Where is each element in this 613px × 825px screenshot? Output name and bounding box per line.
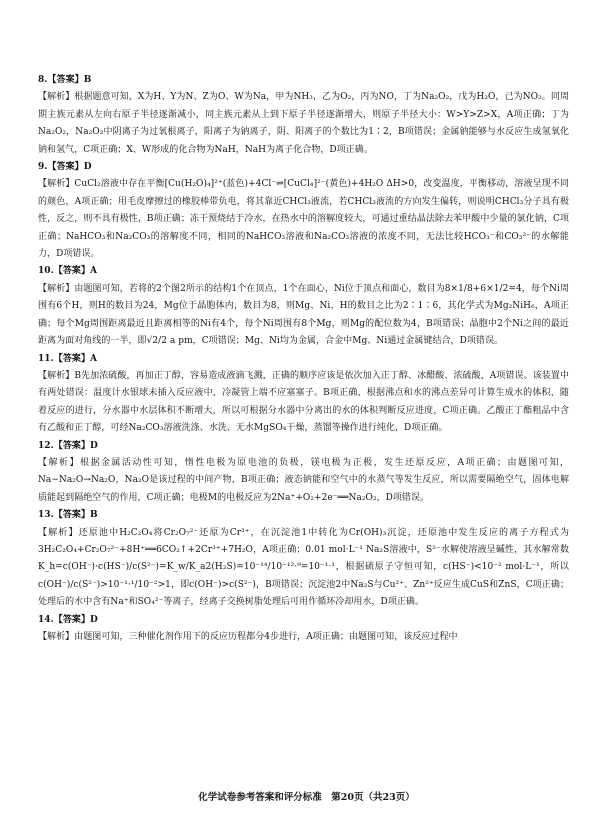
question-10 [38,263,569,350]
analysis-text: 【解析】由题图可知，三种催化剂作用下的反应历程都分4步进行，A项正确；由题图可知，该反应过程中 [38,632,458,642]
analysis-text: 【解析】还原池中H₂C₂O₄将Cr₂O₇²⁻还原为Cr³⁺，在沉淀池1中转化为Cr(OH)₃沉淀，还原池中发生反应的离子方程式为3H₂C₂O₄+Cr₂O₇²⁻+8H⁺══6CO₂↑+2Cr³⁺+7H₂O，A项正确；0.01 mol·L⁻¹ Na₂S溶液中，S²⁻水解使溶液呈碱性，其水解常数K_h=c(OH⁻)·c(HS⁻)/c(S²⁻)=K_w/K_a2(H₂S)=10⁻¹⁴/10⁻¹²·⁹=10⁻¹·¹，根据硫原子守恒可知，c(HS⁻)<10⁻² mol·L⁻¹，所以c(OH⁻)/c(S²⁻)>10⁻¹·¹/10⁻²>1，即c(OH⁻)>c(S²⁻)，B项错误；沉淀池2中Na₂S与Cu²⁺、Zn²⁺反应生成CuS和ZnS，C项正确；处理后的水中含有Na⁺和SO₄²⁻等离子，经离子交换树脂处理后可用作循环冷却用水，D项正确。 [38,527,569,608]
analysis-text: 【解析】根据金属活动性可知，惰性电极为原电池的负极，镁电极为正极，发生还原反应，A项正确；由题图可知，Na−Na₂O→Na₂O，Na₂O是该过程的中间产物，B项正确；液态钠能和空气中的水蒸气等发生反应，所以需要隔绝空气，固体电解质能起到隔绝空气的作用，C项正确；电极M的电极反应为2Na⁺+O₂+2e⁻══Na₂O₂，D项错误。 [38,457,569,503]
answer-header: 10.【答案】A [38,266,98,277]
page-footer: 化学试卷参考答案和评分标准 第20页（共23页） [198,792,415,803]
answer-header: 11.【答案】A [38,353,98,364]
question-11 [38,351,569,438]
analysis-text: 【解析】由题图可知，若将的2个图2所示的结构1个在顶点，1个在面心，Ni位于顶点和面心，数目为8×1/8+6×1/2=4，每个Ni周围有6个H，则H的数目为24，Mg位于晶胞体内，数目为8，则Mg、Ni、H的数目之比为2∶1∶6，其化学式为Mg₂NiH₆，A项正确；每个Mg周围距离最近且距离相等的Ni有4个，每个Ni周围有8个Mg，则Mg的配位数为4，B项错误；晶胞中2个Ni之间的最近距离为面对角线的一半，即√2/2 a pm，C项错误；Mg、Ni均为金属，合金中Mg、Ni通过金属键结合，D项错误。 [38,283,569,347]
answer-header: 12.【答案】D [38,440,98,451]
analysis-text: 【解析】CuCl₂溶液中存在平衡[Cu(H₂O)₄]²⁺(蓝色)+4Cl⁻⇌[CuCl₄]²⁻(黄色)+4H₂O ΔH>0，改变温度，平衡移动，溶液呈现不同的颜色，A项正确；用毛皮摩擦过的橡胶棒带负电，将其靠近CHCl₃液流，若CHCl₃液流的方向发生偏转，则说明CHCl₃分子具有极性，反之，则不具有极性，B项正确；冻干预烧结于冷水，在热水中的溶解度较大，可通过重结晶法除去苯甲酸中少量的氯化钠，C项正确；NaHCO₃和Na₂CO₃的溶解度不同，相同的NaHCO₃溶液和Na₂CO₃溶液的浓度不同，无法比较HCO₃⁻和CO₃²⁻的水解能力，D项错误。 [38,179,569,260]
question-8 [38,72,569,159]
analysis-text: 【解析】B先加浓硫酸，再加正丁醇，容易造成液滴飞溅，正确的顺序应该是依次加入正丁醇、冰醋酸、浓硫酸，A项错误。该装置中有两处错误：温度计水银球未插入反应液中，冷凝管上端不应塞塞子。B项正确，根据沸点和水的沸点差异可计算生成水的体积，随着反应的进行，分水器中水层体积不断增大，所以可根据分水器中分离出的水的体积判断反应进度，C项正确。乙酸正丁酯粗品中含有乙酸和正丁醇，可经Na₂CO₃溶液洗涤、水洗、无水MgSO₄干燥，蒸馏等操作进行纯化，D项正确。 [38,370,569,434]
answer-header: 14.【答案】D [38,614,98,625]
answer-header: 13.【答案】B [38,510,98,521]
analysis-text: 【解析】根据题意可知，X为H、Y为N、Z为O、W为Na，甲为NH₃，乙为O₂，丙为NO，丁为Na₂O₂，戊为H₂O，己为NO₂。同周期主族元素从左向右原子半径逐渐减小，同主族元素从上到下原子半径逐渐增大，则原子半径大小：W>Y>Z>X，A项正确；丁为Na₂O₂，Na₂O₂中阴离子为过氧根离子，阳离子为钠离子，阴、阳离子的个数比为1∶2，B项错误；金属钠能够与水反应生成氢氧化钠和氢气，C项正确；X、W形成的化合物为NaH，NaH为离子化合物，D项正确。 [38,92,569,155]
question-14 [38,612,569,647]
question-9 [38,159,569,263]
answer-header: 8.【答案】B [38,75,92,85]
answer-header: 9.【答案】D [38,162,92,173]
question-13 [38,507,569,611]
question-12 [38,438,569,508]
